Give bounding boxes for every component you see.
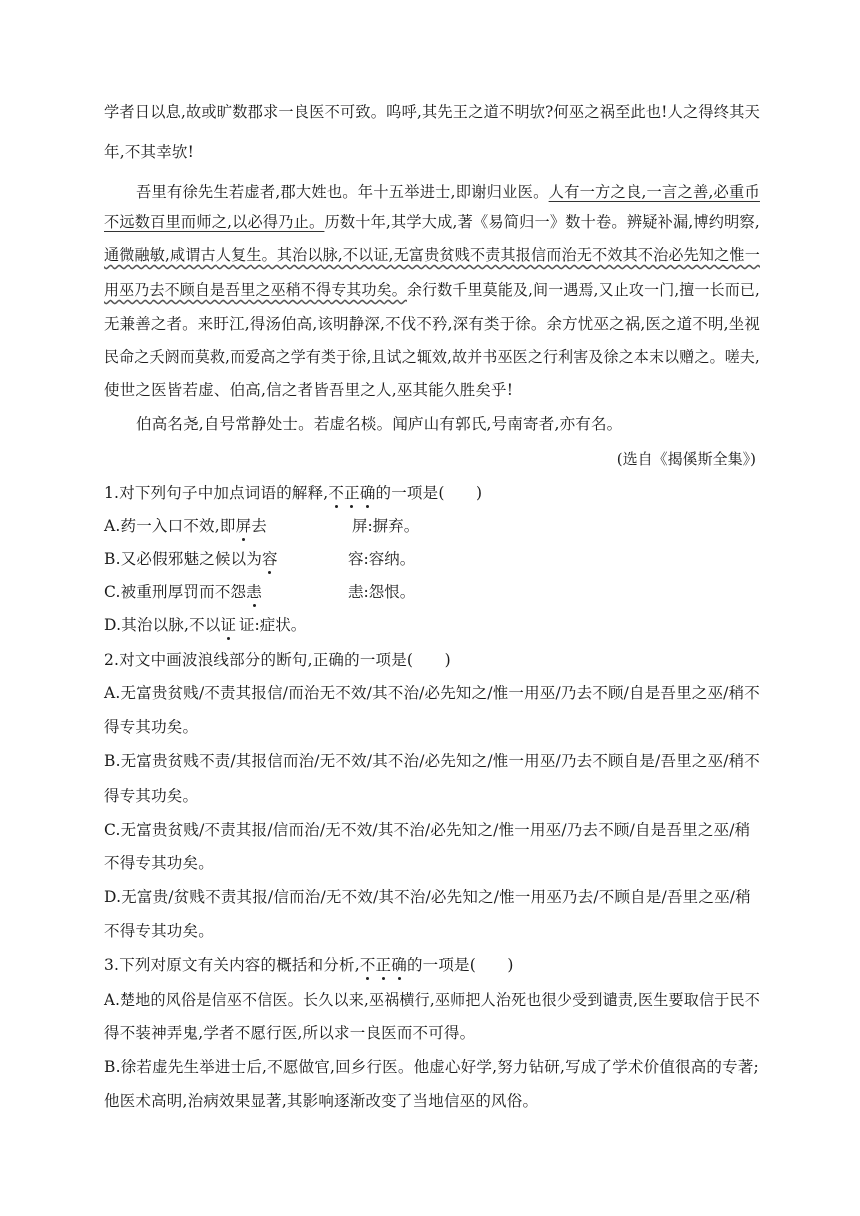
dotted-char: 不 [328, 484, 345, 502]
passage-line: 无兼善之者。来盱江,得汤伯高,该明静深,不伐不矜,深有类于徐。余方忧巫之祸,医之道不明,坐视 [104, 315, 760, 333]
option-b: B.徐若虚先生举进士后,不愿做官,回乡行医。他虚心好学,努力钻研,写成了学术价值很高的专著; [104, 1058, 759, 1076]
option-text: 去 [251, 517, 267, 535]
option-text: D.其治以脉,不以 [104, 616, 221, 634]
underlined-sentence: 人有一方之良,一言之善,必重币 [548, 183, 760, 201]
question-2-stem: 2.对文中画波浪线部分的断句,正确的一项是( ) [104, 651, 451, 669]
dotted-char: 确 [359, 484, 376, 502]
question-1-stem [104, 483, 482, 503]
option-d-cont: 不得专其功矣。 [104, 922, 214, 940]
option-a: A.楚地的风俗是信巫不信医。长久以来,巫祸横行,巫师把人治死也很少受到谴责,医生要取信于民不 [104, 991, 761, 1009]
passage-paragraph-line [104, 245, 760, 265]
question-text: 1.对下列句子中加点词语的解释, [104, 484, 329, 502]
option-a [104, 516, 267, 536]
passage-line: 伯高名尧,自号常静处士。若虚名棪。闻庐山有郭氏,号南寄者,亦有名。 [136, 415, 623, 433]
dotted-char: 证 [220, 616, 237, 634]
option-a-gloss: 屏:摒弃。 [352, 517, 420, 535]
passage-paragraph-line [104, 280, 760, 300]
source-citation: (选自《揭傒斯全集》) [616, 450, 756, 468]
dotted-char: 确 [391, 956, 407, 974]
option-d [104, 615, 236, 635]
dotted-char: 正 [344, 484, 360, 502]
underlined-sentence: 不远数百里而师之,以必得乃止。 [104, 213, 325, 231]
question-text: 的一项是( ) [406, 956, 514, 974]
option-b: B.无富贵贫贱不责/其报信而治/无不效/其不治/必先知之/惟一用巫/乃去不顾自是/吾里之巫/稍不 [104, 752, 760, 770]
option-c-gloss: 恚:怨恨。 [348, 583, 416, 601]
wavy-underlined-text: 通微融敏,咸谓古人复生。其治以脉,不以证,无富贵贫贱不责其报信而治无不效其不治必先知之惟一 [104, 246, 760, 264]
passage-line: 学者日以息,故或旷数郡求一良医不可致。呜呼,其先王之道不明欤?何巫之祸至此也!人之得终其天 [104, 103, 760, 121]
option-a-cont: 得专其功矣。 [104, 718, 199, 736]
passage-paragraph-line [136, 182, 760, 202]
option-c-cont: 不得专其功矣。 [104, 854, 214, 872]
passage-line: 使世之医皆若虚、伯高,信之者皆吾里之人,巫其能久胜矣乎! [104, 381, 514, 399]
passage-line: 民命之夭阏而莫救,而爱高之学有类于徐,且试之辄效,故并书巫医之行利害及徐之本末以赠之。嗟夫, [104, 348, 760, 366]
option-a: A.无富贵贫贱/不责其报信/而治无不效/其不治/必先知之/惟一用巫/乃去不顾/自是吾里之巫/稍不 [104, 684, 760, 702]
question-text: 3.下列对原文有关内容的概括和分析, [104, 956, 360, 974]
option-a-cont: 得不装神弄鬼,学者不愿行医,所以求一良医而不可得。 [104, 1024, 476, 1042]
passage-text: 吾里有徐先生若虚者,郡大姓也。年十五举进士,即谢归业医。 [136, 183, 549, 201]
dotted-char: 正 [375, 956, 392, 974]
passage-line: 年,不其幸欤! [104, 143, 195, 161]
option-d-gloss: 证:症状。 [239, 616, 307, 634]
option-text: C.被重刑厚罚而不怨 [104, 583, 247, 601]
option-text: B.又必假邪魅之候以为 [104, 550, 263, 568]
option-b-gloss: 容:容纳。 [348, 550, 416, 568]
passage-text: 历数十年,其学大成,著《易简归一》数十卷。辨疑补漏,博约明察, [324, 213, 760, 231]
question-text: 的一项是( ) [375, 484, 483, 502]
passage-text: 余行数千里莫能及,间一遇焉,又止攻一门,擅一长而已, [406, 281, 761, 299]
dotted-char: 屏 [235, 517, 252, 535]
option-c: C.无富贵贫贱/不责其报/信而治/无不效/其不治/必先知之/惟一用巫/乃去不顾/自是吾里之巫/稍 [104, 821, 751, 839]
passage-paragraph-line [104, 212, 760, 232]
question-3-stem [104, 955, 514, 975]
option-b-cont: 得专其功矣。 [104, 787, 199, 805]
wavy-underlined-text: 用巫乃去不顾自是吾里之巫稍不得专其功矣。 [104, 281, 407, 299]
option-text: A.药一入口不效,即 [104, 517, 236, 535]
option-d: D.无富贵/贫贱不责其报/信而治/无不效/其不治/必先知之/惟一用巫乃去/不顾自是/吾里之巫/稍 [104, 888, 751, 906]
dotted-char: 容 [262, 550, 278, 568]
option-b-cont: 他医术高明,治病效果显著,其影响逐渐改变了当地信巫的风俗。 [104, 1092, 539, 1110]
dotted-char: 不 [359, 956, 376, 974]
dotted-char: 恚 [246, 583, 262, 601]
option-c [104, 582, 262, 602]
option-b [104, 549, 278, 569]
